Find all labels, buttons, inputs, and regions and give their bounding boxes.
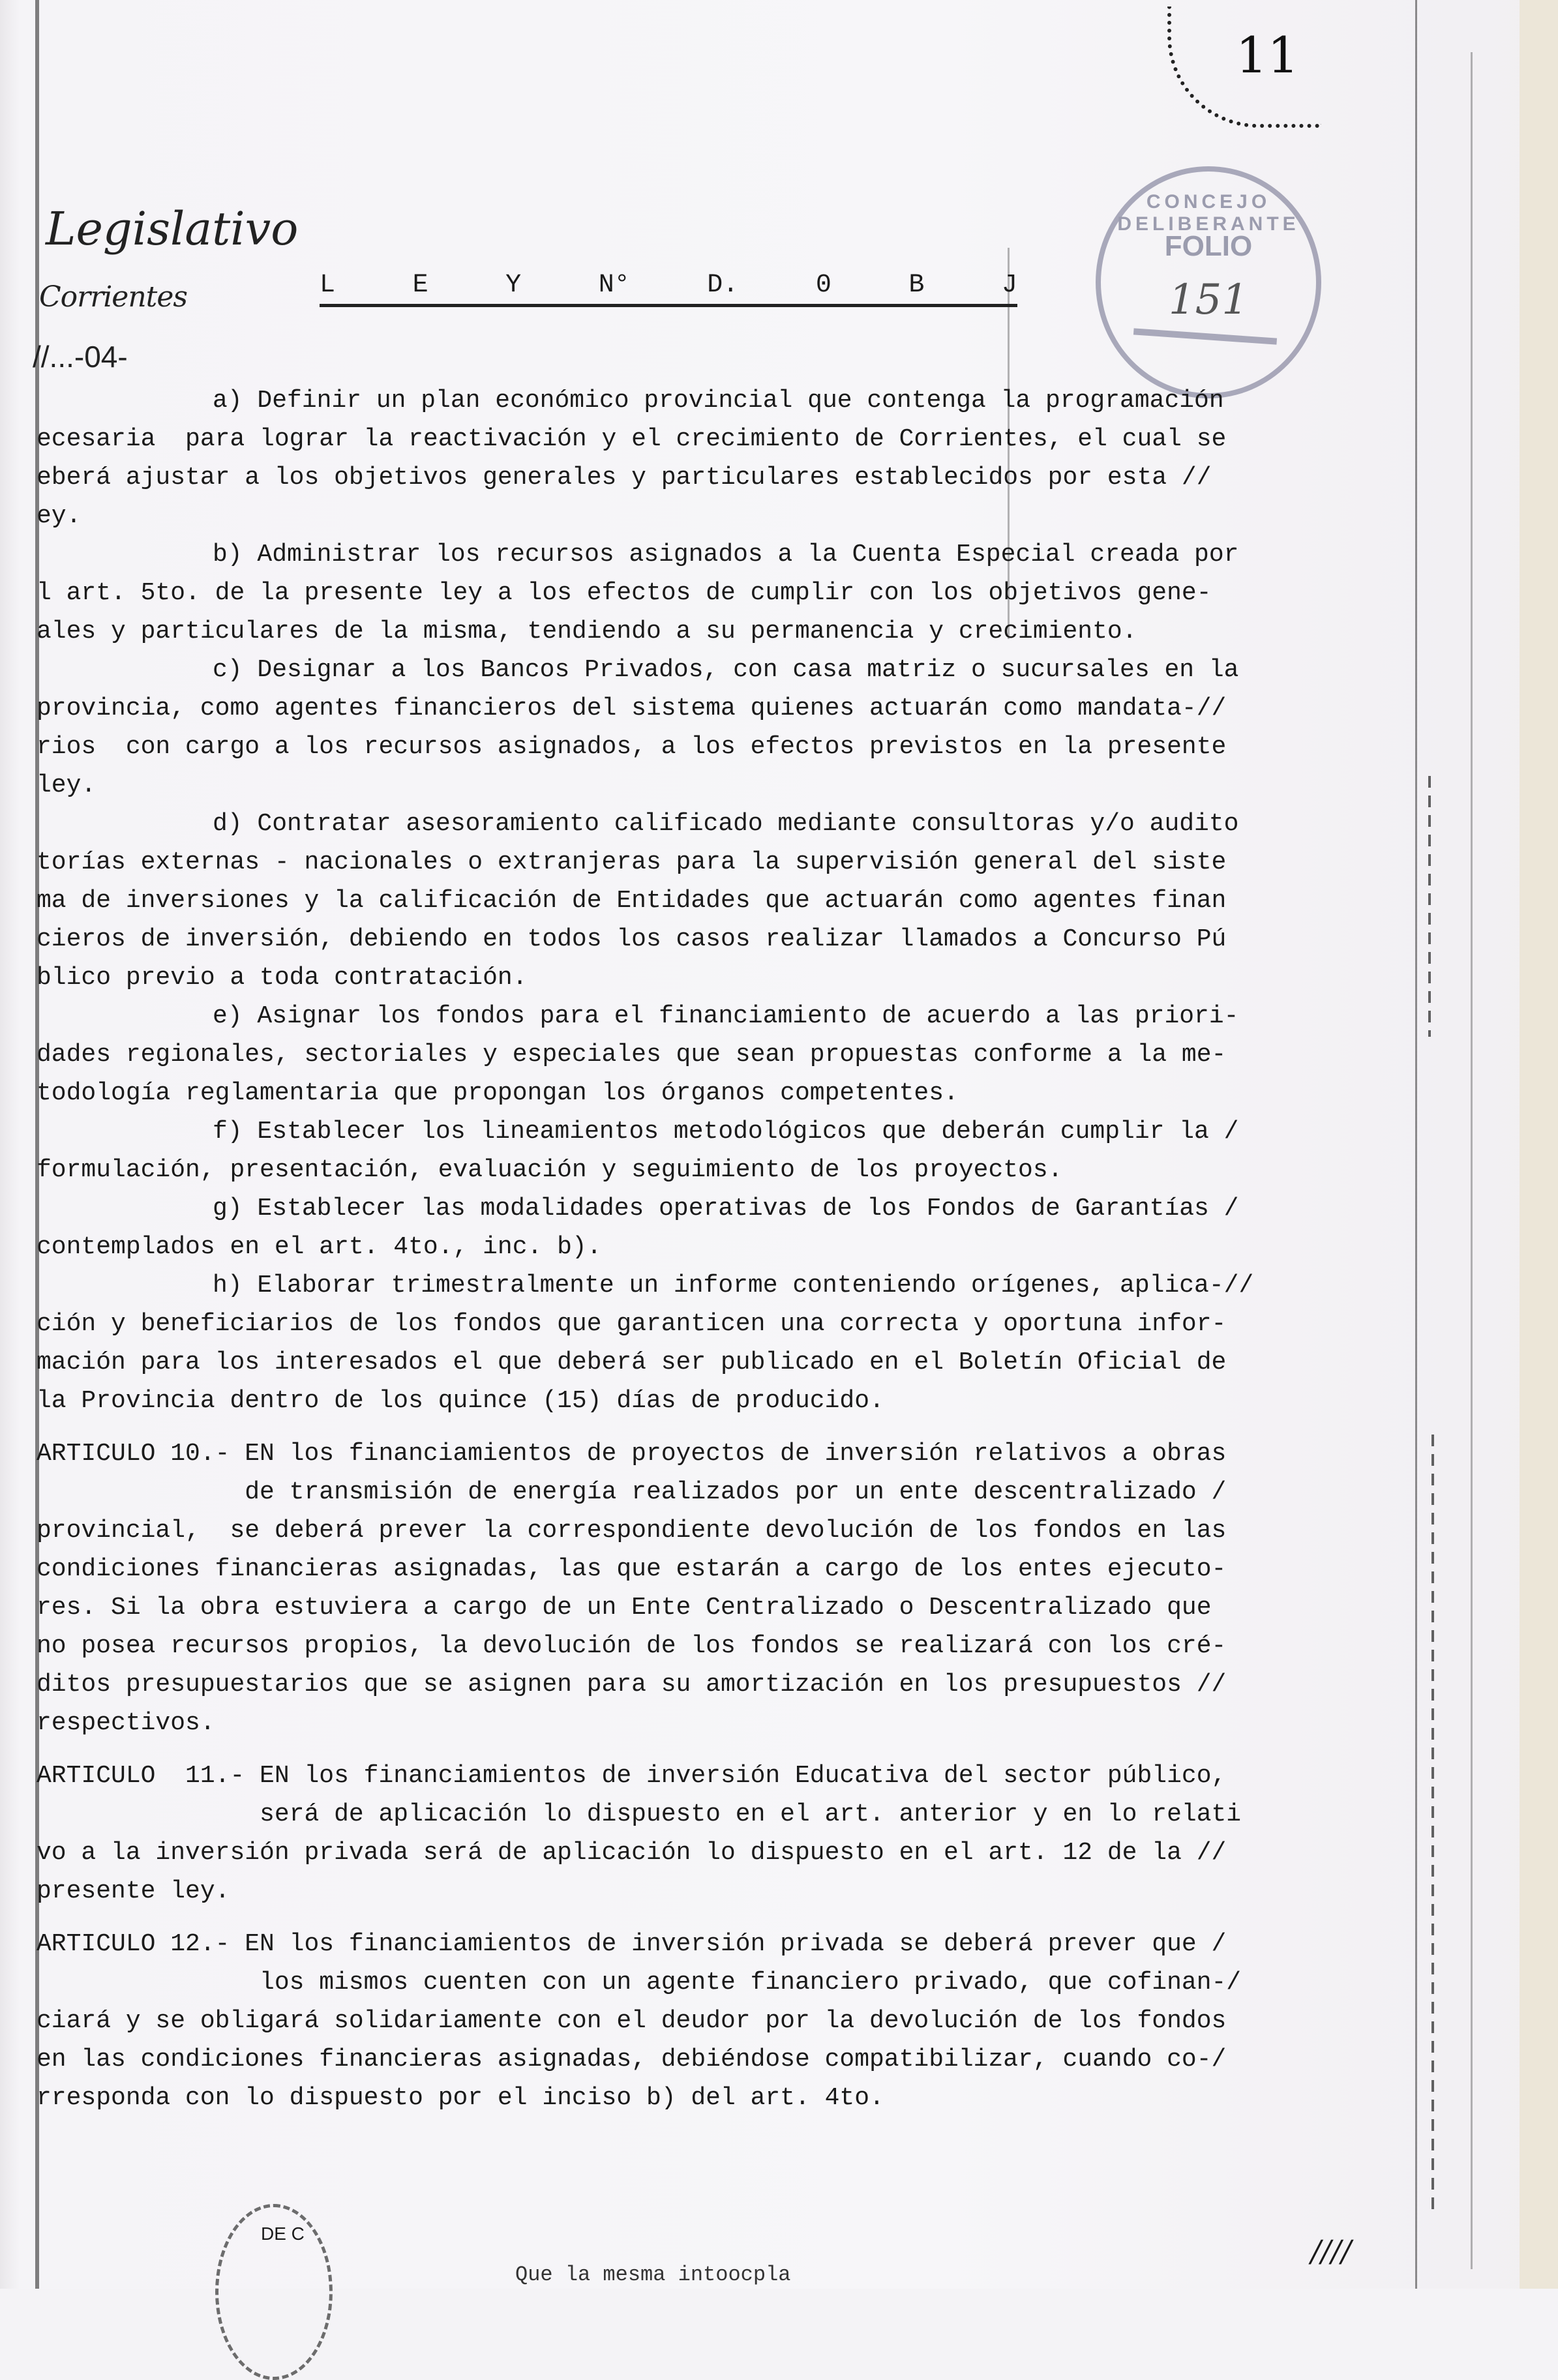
text-line: presente ley.	[37, 1877, 230, 1905]
text-line: provincial, se deberá prever la correspondiente devolución de los fondos en las	[37, 1517, 1227, 1545]
scan-artifact-line	[1471, 52, 1473, 2269]
text-line: ecesaria para lograr la reactivación y el crecimiento de Corrientes, el cual se	[37, 425, 1227, 453]
text-line: eberá ajustar a los objetivos generales y particulares establecidos por esta //	[37, 464, 1212, 492]
articulo-12	[37, 1925, 1341, 2117]
text-line: dades regionales, sectoriales y especiales que sean propuestas conforme a la me-	[37, 1041, 1227, 1069]
text-line: condiciones financieras asignadas, las que estarán a cargo de los entes ejecuto-	[37, 1555, 1227, 1583]
bleed-through-text: Que la mesma intoocpla	[515, 2263, 791, 2287]
paragraph-gap	[37, 1420, 1341, 1435]
document-body	[37, 381, 1341, 2117]
text-line: ción y beneficiarios de los fondos que garanticen una correcta y oportuna infor-	[37, 1310, 1227, 1338]
title-letter: N°	[598, 271, 630, 300]
paragraph-gap	[37, 1911, 1341, 1925]
text-line: a) Definir un plan económico provincial que contenga la programación	[213, 387, 1224, 415]
text-line: ARTICULO 12.- EN los financiamientos de inversión privada se deberá prever que /	[37, 1930, 1227, 1958]
text-line: d) Contratar asesoramiento calificado mediante consultoras y/o audito	[213, 810, 1239, 838]
text-line: b) Administrar los recursos asignados a la Cuenta Especial creada por	[213, 541, 1239, 569]
title-letter: J	[1001, 271, 1017, 300]
text-line: ARTICULO 11.- EN los financiamientos de inversión Educativa del sector público,	[37, 1762, 1227, 1790]
stamp-line	[1133, 328, 1277, 344]
inciso-d	[37, 805, 1341, 997]
text-line: ma de inversiones y la calificación de Entidades que actuarán como agentes finan	[37, 887, 1227, 915]
title-letter: E	[412, 271, 428, 300]
title-letter: Y	[505, 271, 522, 300]
text-line: rios con cargo a los recursos asignados, a los efectos previstos en la presente	[37, 733, 1227, 761]
title-letter: 0	[815, 271, 831, 300]
text-line: respectivos.	[37, 1709, 215, 1737]
text-line: vo a la inversión privada será de aplicación lo dispuesto en el art. 12 de la //	[37, 1839, 1227, 1867]
title-letter: D.	[707, 271, 739, 300]
text-line: e) Asignar los fondos para el financiamiento de acuerdo a las priori-	[213, 1002, 1239, 1030]
bottom-seal-text: DE C	[261, 2224, 305, 2244]
letterhead-legislativo: Legislativo	[46, 202, 299, 256]
inciso-b	[37, 535, 1341, 651]
scan-artifact-line	[1415, 0, 1417, 2289]
text-line: mación para los interesados el que deberá ser publicado en el Boletín Oficial de	[37, 1348, 1227, 1376]
text-line: contemplados en el art. 4to., inc. b).	[37, 1233, 602, 1261]
inciso-a	[37, 381, 1341, 535]
articulo-10	[37, 1435, 1341, 1742]
stamp-folio-number: 151	[1168, 276, 1249, 324]
text-line: ARTICULO 10.- EN los financiamientos de proyectos de inversión relativos a obras	[37, 1440, 1227, 1468]
text-line: formulación, presentación, evaluación y seguimiento de los proyectos.	[37, 1156, 1063, 1184]
text-line: ciará y se obligará solidariamente con el deudor por la devolución de los fondos	[37, 2007, 1227, 2035]
text-line: en las condiciones financieras asignadas, debiéndose compatibilizar, cuando co-/	[37, 2045, 1227, 2074]
text-line: ey.	[37, 502, 82, 530]
page-edge	[1520, 0, 1558, 2289]
text-line: los mismos cuenten con un agente financiero privado, que cofinan-/	[37, 1969, 1242, 1997]
text-line: h) Elaborar trimestralmente un informe conteniendo orígenes, aplica-//	[213, 1272, 1254, 1300]
letterhead-corrientes: Corrientes	[39, 280, 187, 314]
inciso-h	[37, 1266, 1341, 1420]
text-line: provincia, como agentes financieros del sistema quienes actuarán como mandata-//	[37, 694, 1227, 722]
inciso-e	[37, 997, 1341, 1112]
folio-stamp	[1096, 166, 1321, 398]
inciso-f	[37, 1112, 1341, 1189]
page-reference: //...-04-	[33, 340, 128, 374]
scan-artifact-dash	[1431, 1435, 1434, 2217]
text-line: la Provincia dentro de los quince (15) días de producido.	[37, 1387, 884, 1415]
text-line: res. Si la obra estuviera a cargo de un Ente Centralizado o Descentralizado que	[37, 1594, 1212, 1622]
text-line: g) Establecer las modalidades operativas de los Fondos de Garantías /	[213, 1195, 1239, 1223]
text-line: no posea recursos propios, la devolución de los fondos se realizará con los cré-	[37, 1632, 1227, 1660]
title-letter: B	[908, 271, 925, 300]
text-line: rresponda con lo dispuesto por el inciso b) del art. 4to.	[37, 2084, 884, 2112]
articulo-11	[37, 1757, 1341, 1911]
text-line: c) Designar a los Bancos Privados, con casa matriz o sucursales en la	[213, 656, 1239, 684]
inciso-g	[37, 1189, 1341, 1266]
document-title	[320, 271, 1017, 307]
title-letter: L	[320, 271, 336, 300]
scan-artifact-dash	[1428, 776, 1431, 1037]
text-line: blico previo a toda contratación.	[37, 964, 528, 992]
text-line: cieros de inversión, debiendo en todos los casos realizar llamados a Concurso Pú	[37, 925, 1227, 953]
stamp-arc-text: CONCEJO DELIBERANTE	[1117, 191, 1300, 235]
text-line: todología reglamentaria que propongan los órganos competentes.	[37, 1079, 959, 1107]
text-line: de transmisión de energía realizados por un ente descentralizado /	[37, 1478, 1227, 1506]
text-line: será de aplicación lo dispuesto en el art. anterior y en lo relati	[37, 1800, 1242, 1828]
text-line: ley.	[37, 771, 97, 799]
text-line: ditos presupuestarios que se asignen para su amortización en los presupuestos //	[37, 1671, 1227, 1699]
text-line: f) Establecer los lineamientos metodológicos que deberán cumplir la /	[213, 1118, 1239, 1146]
stamp-folio-label: FOLIO	[1164, 230, 1253, 262]
text-line: ales y particulares de la misma, tendiendo a su permanencia y crecimiento.	[37, 617, 1137, 646]
inciso-c	[37, 651, 1341, 805]
paragraph-gap	[37, 1742, 1341, 1757]
page-continuation-mark: ////	[1311, 2233, 1351, 2268]
text-line: l art. 5to. de la presente ley a los efectos de cumplir con los objetivos gene-	[37, 579, 1212, 607]
postmark-number: 11	[1236, 26, 1299, 84]
text-line: torías externas - nacionales o extranjeras para la supervisión general del siste	[37, 848, 1227, 876]
